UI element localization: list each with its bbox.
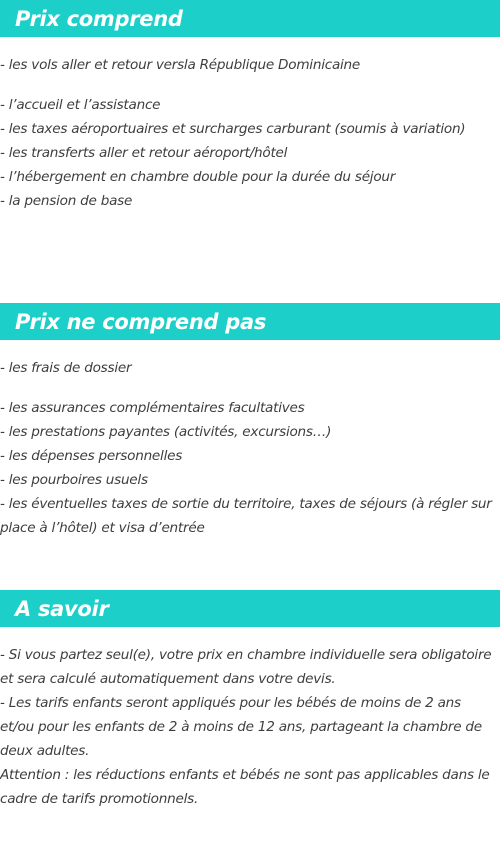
section-body xyxy=(0,643,500,811)
section-title: A savoir xyxy=(15,596,109,621)
list-item: - les taxes aéroportuaires et surcharges carburant (soumis à variation) xyxy=(0,121,466,137)
section-banner xyxy=(0,303,500,340)
list-item: - les frais de dossier xyxy=(0,360,132,376)
list-item: - les vols aller et retour versla République Dominicaine xyxy=(0,57,361,73)
section-body xyxy=(0,356,500,540)
paragraph: - Les tarifs enfants seront appliqués pour les bébés de moins de 2 ans et/ou pour les enfants de 2 à moins de 12 ans, partageant la chambre de deux adultes. xyxy=(0,695,482,759)
section-title: Prix comprend xyxy=(15,6,183,31)
list-item: - les pourboires usuels xyxy=(0,472,148,488)
section-prix-ne-comprend-pas xyxy=(0,303,500,540)
section-prix-comprend xyxy=(0,0,500,213)
paragraph: Attention : les réductions enfants et bébés ne sont pas applicables dans le cadre de tarifs promotionnels. xyxy=(0,767,490,807)
section-banner xyxy=(0,590,500,627)
paragraph: - Si vous partez seul(e), votre prix en chambre individuelle sera obligatoire et sera calculé automatiquement dans votre devis. xyxy=(0,647,492,687)
list-item: - les assurances complémentaires facultatives xyxy=(0,400,305,416)
section-banner xyxy=(0,0,500,37)
list-item: - les transferts aller et retour aéroport/hôtel xyxy=(0,145,288,161)
list-item: - la pension de base xyxy=(0,193,133,209)
list-item: - les dépenses personnelles xyxy=(0,448,183,464)
list-item: - les éventuelles taxes de sortie du territoire, taxes de séjours (à régler sur place à l’hôtel) et visa d’entrée xyxy=(0,496,492,536)
section-title: Prix ne comprend pas xyxy=(15,309,267,334)
list-item: - les prestations payantes (activités, excursions…) xyxy=(0,424,332,440)
list-item: - l’accueil et l’assistance xyxy=(0,97,161,113)
section-body xyxy=(0,53,500,213)
section-a-savoir xyxy=(0,590,500,811)
list-item: - l’hébergement en chambre double pour la durée du séjour xyxy=(0,169,396,185)
